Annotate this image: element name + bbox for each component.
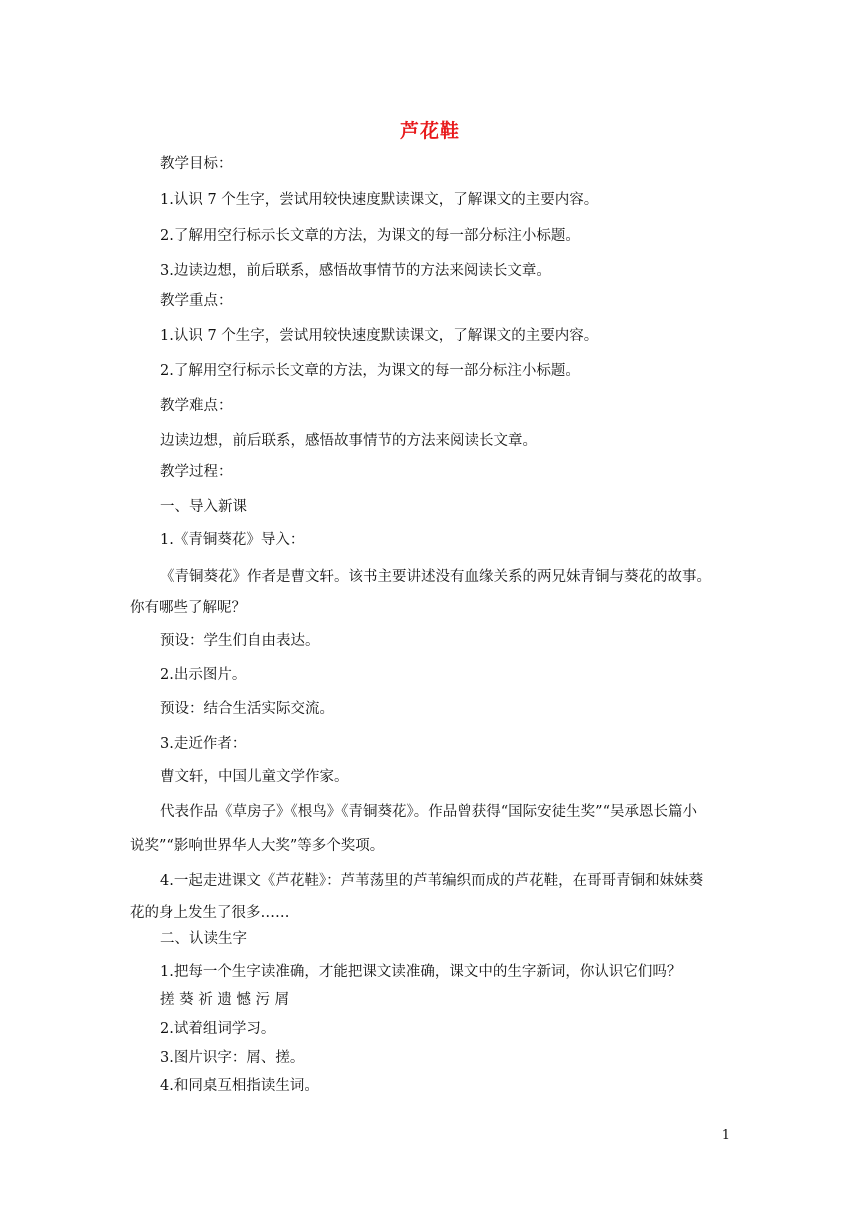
paragraph: 3.走近作者： [160, 736, 247, 752]
paragraph: 3.图片识字：屑、搓。 [160, 1050, 305, 1066]
paragraph: 1.认识 7 个生字，尝试用较快速度默读课文，了解课文的主要内容。 [160, 192, 599, 208]
paragraph: 花的身上发生了很多…… [130, 905, 290, 921]
heading-key-points: 教学重点： [160, 293, 233, 309]
section-heading: 二、认读生字 [160, 931, 247, 947]
page-number: 1 [721, 1128, 730, 1143]
paragraph: 1.认识 7 个生字，尝试用较快速度默读课文，了解课文的主要内容。 [160, 328, 599, 344]
character-list: 搓 葵 祈 遗 憾 污 屑 [160, 992, 290, 1008]
paragraph: 代表作品《草房子》《根鸟》《青铜葵花》。作品曾获得“国际安徒生奖”“吴承恩长篇小 [160, 804, 697, 820]
paragraph: 《青铜葵花》作者是曹文轩。该书主要讲述没有血缘关系的两兄妹青铜与葵花的故事。 [160, 569, 711, 585]
paragraph: 说奖”“影响世界华人大奖”等多个奖项。 [130, 838, 385, 854]
heading-process: 教学过程： [160, 464, 233, 480]
paragraph: 预设：结合生活实际交流。 [160, 701, 334, 717]
paragraph: 4.一起走进课文《芦花鞋》：芦苇荡里的芦苇编织而成的芦花鞋，在哥哥青铜和妹妹葵 [160, 873, 704, 889]
section-heading: 一、导入新课 [160, 499, 247, 515]
paragraph: 2.了解用空行标示长文章的方法，为课文的每一部分标注小标题。 [160, 228, 580, 244]
paragraph: 你有哪些了解呢？ [130, 600, 246, 616]
paragraph: 2.出示图片。 [160, 667, 247, 683]
heading-objectives: 教学目标： [160, 156, 233, 172]
paragraph: 1.《青铜葵花》导入： [160, 532, 305, 548]
paragraph: 2.了解用空行标示长文章的方法，为课文的每一部分标注小标题。 [160, 363, 580, 379]
heading-difficulties: 教学难点： [160, 398, 233, 414]
paragraph: 3.边读边想，前后联系，感悟故事情节的方法来阅读长文章。 [160, 263, 551, 279]
document-title: 芦花鞋 [399, 120, 460, 142]
paragraph: 1.把每一个生字读准确，才能把课文读准确，课文中的生字新词，你认识它们吗？ [160, 964, 682, 980]
paragraph: 预设：学生们自由表达。 [160, 633, 320, 649]
paragraph: 4.和同桌互相指读生词。 [160, 1078, 319, 1094]
paragraph: 2.试着组词学习。 [160, 1021, 276, 1037]
paragraph: 曹文轩，中国儿童文学作家。 [160, 769, 349, 785]
paragraph: 边读边想，前后联系，感悟故事情节的方法来阅读长文章。 [160, 433, 537, 449]
